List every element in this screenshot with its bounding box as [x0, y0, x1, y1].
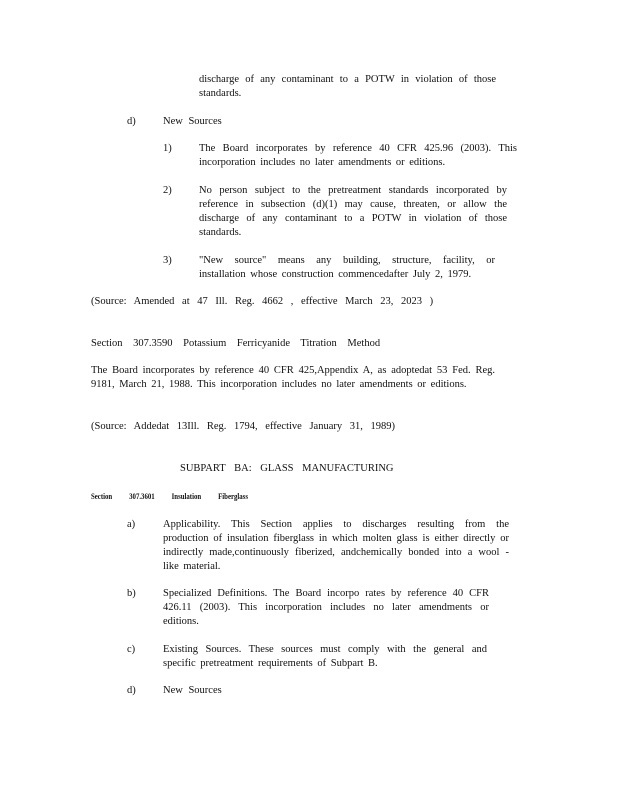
- item-number: 1): [163, 143, 172, 154]
- subsection-label: b): [127, 588, 136, 599]
- subsection-text: Existing Sources. These sources must comply with the general and specific pretreatment requirements of Subpart B.: [163, 644, 487, 669]
- subsection-label: d): [127, 685, 136, 696]
- item-number: 3): [163, 255, 172, 266]
- item-text: "New source" means any building, structure, facility, or installation whose construction commencedafter July 2, 1979.: [199, 255, 495, 280]
- subpart-heading: SUBPART BA: GLASS MANUFACTURING: [180, 463, 394, 474]
- subsection-title-new-sources: New Sources: [163, 116, 222, 127]
- source-note: (Source: Amended at 47 Ill. Reg. 4662 , effective March 23, 2023 ): [91, 296, 434, 307]
- item-text: The Board incorporates by reference 40 CFR 425.96 (2003). This incorporation includes no later amendments or editions.: [199, 143, 517, 168]
- item-text: No person subject to the pretreatment standards incorporated by reference in subsection (d)(1) may cause, threaten, or allow the discharge of any contaminant to a POTW in violation of those standards.: [199, 185, 507, 238]
- item-number: 2): [163, 185, 172, 196]
- subsection-label-d: d): [127, 116, 136, 127]
- subsection-label: a): [127, 519, 136, 530]
- subsection-label: c): [127, 644, 136, 655]
- section-source-3590: (Source: Addedat 13Ill. Reg. 1794, effective January 31, 1989): [91, 421, 395, 432]
- subsection-text: New Sources: [163, 685, 222, 696]
- subsection-text: Specialized Definitions. The Board incorpo rates by reference 40 CFR 426.11 (2003). This incorporation includes no later amendments or editions.: [163, 588, 489, 627]
- section-body-3590: The Board incorporates by reference 40 CFR 425,Appendix A, as adoptedat 53 Fed. Reg. 9181, March 21, 1988. This incorporation includes no later amendments or editions.: [91, 365, 495, 390]
- section-heading-3601: Section 307.3601 Insulation Fiberglass: [91, 492, 248, 501]
- section-heading-3590: Section 307.3590 Potassium Ferricyanide Titration Method: [91, 338, 381, 349]
- continuation-paragraph: discharge of any contaminant to a POTW in violation of those standards.: [199, 74, 496, 99]
- subsection-text: Applicability. This Section applies to discharges resulting from the production of insulation fiberglass in which molten glass is either directly or indirectly made,continuously fiberized, andchemically bonded into a wool -like material.: [163, 519, 509, 572]
